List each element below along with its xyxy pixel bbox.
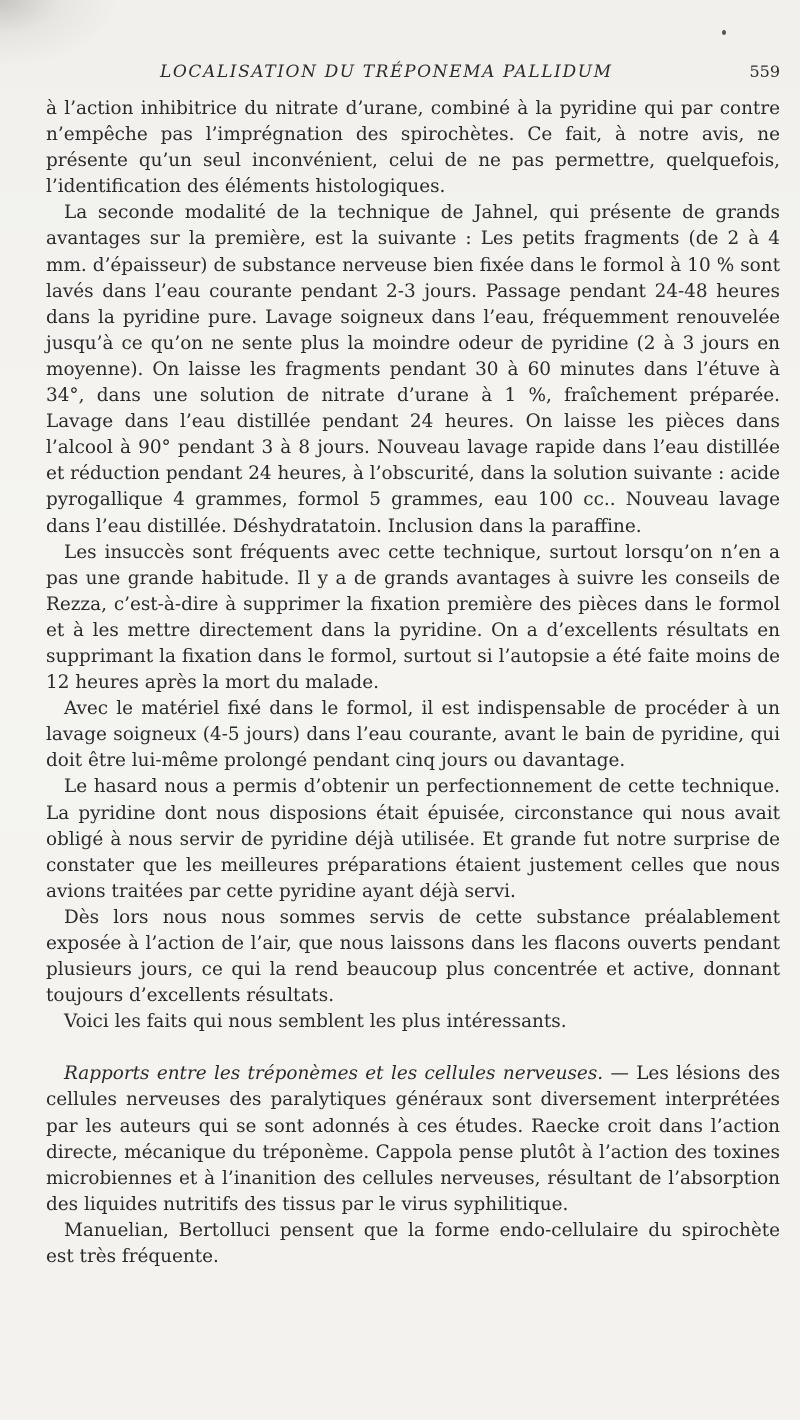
paragraph: La seconde modalité de la technique de Jahnel, qui présente de grands avantages sur la première, est la suivante : Les petits fragments (de 2 à 4 mm. d’épaisseur) de substance nerveuse bien fixée dans le formol à 10 % sont lavés dans l’eau courante pendant 2-3 jours. Passage pendant 24-48 heures dans la pyridine pure. Lavage soigneux dans l’eau, fréquemment renouvelée jusqu’à ce qu’on ne sente plus la moindre odeur de pyridine (2 à 3 jours en moyenne). On laisse les fragments pendant 30 à 60 minutes dans l’étuve à 34°, dans une solution de nitrate d’urane à 1 %, fraîchement préparée. Lavage dans l’eau distillée pendant 24 heures. On laisse les pièces dans l’alcool à 90° pendant 3 à 8 jours. Nouveau lavage rapide dans l’eau distillée et réduction pendant 24 heures, à l’obscurité, dans la solution suivante : acide pyrogallique 4 grammes, formol 5 grammes, eau 100 cc.. Nouveau lavage dans l’eau distillée. Déshydratatoin. Inclusion dans la paraffine. <box>46 202 780 537</box>
page-number: 559 <box>749 62 780 81</box>
scan-corner-smudge <box>0 0 120 70</box>
section-text: — Les lésions des cellules nerveuses des paralytiques généraux sont diversement interprétées par les auteurs qui se sont adonnés à ces études. Raecke croit dans l’action directe, mécanique du tréponème. Cappola pense plutôt à l’action des toxines microbiennes et à l’inanition des cellules nerveuses, résultant de l’absorption des liquides nutritifs des tissus par le virus syphilitique. <box>46 1063 781 1215</box>
paragraph: Le hasard nous a permis d’obtenir un perfectionnement de cette technique. La pyridine dont nous disposions était épuisée, circonstance qui nous avait obligé à nous servir de pyridine déjà utilisée. Et grande fut notre surprise de constater que les meilleures préparations étaient justement celles que nous avions traitées par cette pyridine ayant déjà servi. <box>46 776 780 902</box>
running-title: LOCALISATION DU TRÉPONEMA PALLIDUM <box>160 62 613 82</box>
section-paragraph <box>46 1061 780 1218</box>
page-header <box>48 62 780 86</box>
paragraph: Dès lors nous nous sommes servis de cette substance préalablement exposée à l’action de l’air, que nous laissons dans les flacons ouverts pendant plusieurs jours, ce qui la rend beaucoup plus concentrée et active, donnant toujours d’excellents résultats. <box>46 906 780 1007</box>
paragraph: Avec le matériel fixé dans le formol, il est indispensable de procéder à un lavage soigneux (4-5 jours) dans l’eau courante, avant le bain de pyridine, qui doit être lui-même prolongé pendant cinq jours ou davantage. <box>46 698 780 772</box>
section-title: Rapports entre les tréponèmes et les cellules nerveuses. <box>64 1063 604 1085</box>
paragraph: Manuelian, Bertolluci pensent que la forme endo-cellulaire du spirochète est très fréquente. <box>46 1219 780 1268</box>
scan-speck <box>722 30 726 35</box>
paragraph-continued: à l’action inhibitrice du nitrate d’urane, combiné à la pyridine qui par contre n’empêche pas l’imprégnation des spirochètes. Ce fait, à notre avis, ne présente qu’un seul inconvénient, celui de ne pas permettre, quelquefois, l’identification des éléments histologiques. <box>46 98 780 198</box>
paragraph: Voici les faits qui nous semblent les plus intéressants. <box>64 1011 567 1033</box>
body-text <box>46 96 780 1270</box>
paragraph: Les insuccès sont fréquents avec cette technique, surtout lorsqu’on n’en a pas une grande habitude. Il y a de grands avantages à suivre les conseils de Rezza, c’est-à-dire à supprimer la fixation première des pièces dans le formol et à les mettre directement dans la pyridine. On a d’excellents résultats en supprimant la fixation dans le formol, surtout si l’autopsie a été faite moins de 12 heures après la mort du malade. <box>46 541 780 694</box>
section-gap <box>46 1035 780 1061</box>
